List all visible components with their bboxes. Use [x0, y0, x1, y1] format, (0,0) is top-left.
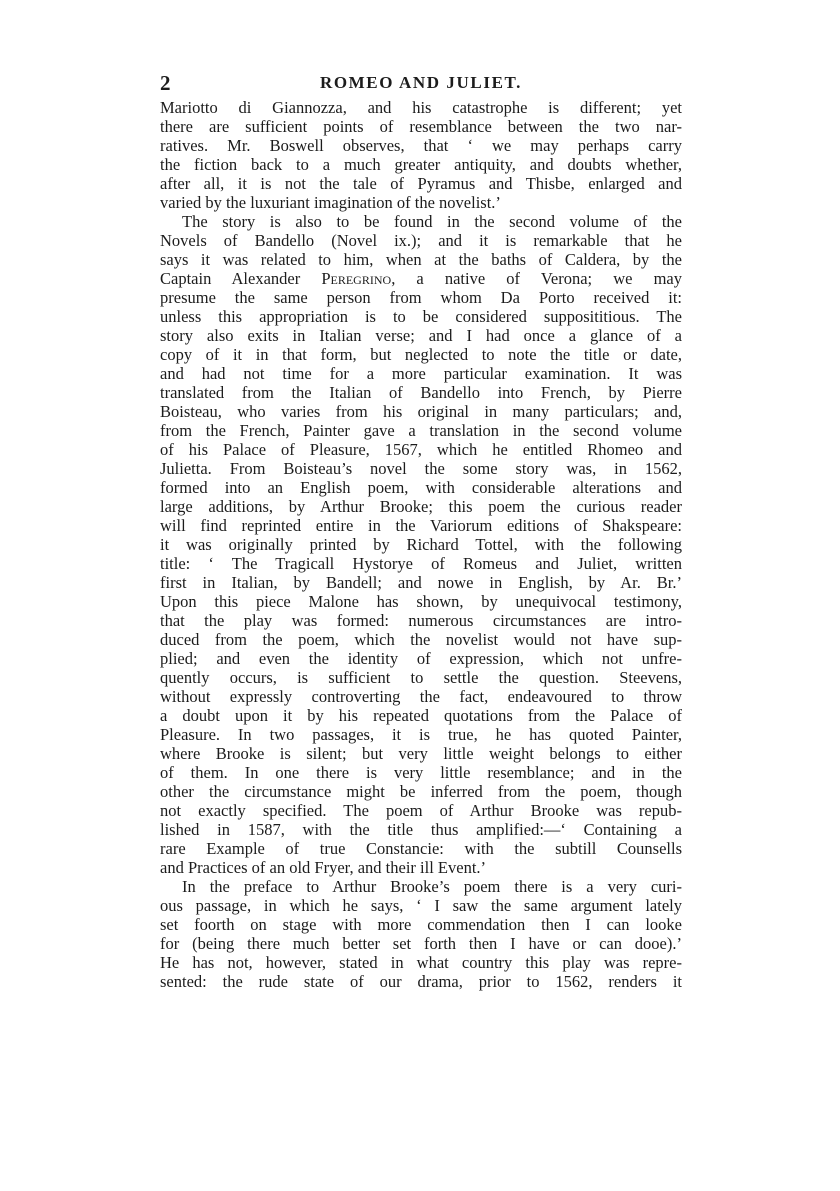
text-line: unless this appropriation is to be considered supposititious. The — [160, 307, 682, 326]
text-line: for (being there much better set forth then I have or can dooe).’ — [160, 934, 682, 953]
text-line: In the preface to Arthur Brooke’s poem there is a very curi- — [182, 877, 682, 896]
text-line: and had not time for a more particular examination. It was — [160, 364, 682, 383]
text-line: rare Example of true Constancie: with the subtill Counsells — [160, 839, 682, 858]
text-line: lished in 1587, with the title thus amplified:—‘ Containing a — [160, 820, 682, 839]
body-text — [160, 98, 682, 991]
text-line: sented: the rude state of our drama, prior to 1562, renders it — [160, 972, 682, 991]
text-line: says it was related to him, when at the baths of Caldera, by the — [160, 250, 682, 269]
page-number: 2 — [160, 71, 171, 95]
text-line: presume the same person from whom Da Porto received it: — [160, 288, 682, 307]
text-line: without expressly controverting the fact, endeavoured to throw — [160, 687, 682, 706]
smallcaps-name: Peregrino — [321, 269, 392, 288]
text-line: He has not, however, stated in what country this play was repre- — [160, 953, 682, 972]
text-line: copy of it in that form, but neglected to note the title or date, — [160, 345, 682, 364]
paragraph — [160, 98, 682, 212]
text-line: first in Italian, by Bandell; and nowe in English, by Ar. Br.’ — [160, 573, 682, 592]
paragraph — [160, 212, 682, 877]
text-line: Mariotto di Giannozza, and his catastrophe is different; yet — [160, 98, 682, 117]
text-line: Julietta. From Boisteau’s novel the some story was, in 1562, — [160, 459, 682, 478]
text-line: from the French, Painter gave a translation in the second volume — [160, 421, 682, 440]
text-line: that the play was formed: numerous circumstances are intro- — [160, 611, 682, 630]
text-line: of his Palace of Pleasure, 1567, which he entitled Rhomeo and — [160, 440, 682, 459]
text-line: title: ‘ The Tragicall Hystorye of Romeus and Juliet, written — [160, 554, 682, 573]
text-line: Novels of Bandello (Novel ix.); and it is remarkable that he — [160, 231, 682, 250]
text-line: after all, it is not the tale of Pyramus and Thisbe, enlarged and — [160, 174, 682, 193]
text-line: ous passage, in which he says, ‘ I saw the same argument lately — [160, 896, 682, 915]
text-line: The story is also to be found in the second volume of the — [182, 212, 682, 231]
running-title: ROMEO AND JULIET. — [319, 73, 523, 92]
text-line: duced from the poem, which the novelist would not have sup- — [160, 630, 682, 649]
text-line: of them. In one there is very little resemblance; and in the — [160, 763, 682, 782]
text-line: ratives. Mr. Boswell observes, that ‘ we may perhaps carry — [160, 136, 682, 155]
text-line: Pleasure. In two passages, it is true, he has quoted Painter, — [160, 725, 682, 744]
text-line: plied; and even the identity of expression, which not unfre- — [160, 649, 682, 668]
text-line: the fiction back to a much greater antiquity, and doubts whether, — [160, 155, 682, 174]
text-line: not exactly specified. The poem of Arthur Brooke was repub- — [160, 801, 682, 820]
text-line: Upon this piece Malone has shown, by unequivocal testimony, — [160, 592, 682, 611]
text-line: Captain Alexander Peregrino, a native of Verona; we may — [160, 269, 682, 288]
text-line: it was originally printed by Richard Tottel, with the following — [160, 535, 682, 554]
text-line: formed into an English poem, with considerable alterations and — [160, 478, 682, 497]
book-page — [160, 70, 682, 991]
paragraph — [160, 877, 682, 991]
text-line: translated from the Italian of Bandello into French, by Pierre — [160, 383, 682, 402]
text-line: Boisteau, who varies from his original in many particulars; and, — [160, 402, 682, 421]
text-line: varied by the luxuriant imagination of the novelist.’ — [160, 193, 501, 212]
text-line: story also exits in Italian verse; and I had once a glance of a — [160, 326, 682, 345]
text-line: and Practices of an old Fryer, and their ill Event.’ — [160, 858, 487, 877]
text-line: quently occurs, is sufficient to settle the question. Steevens, — [160, 668, 682, 687]
text-line: other the circumstance might be inferred from the poem, though — [160, 782, 682, 801]
text-line: set foorth on stage with more commendation then I can looke — [160, 915, 682, 934]
text-line: a doubt upon it by his repeated quotations from the Palace of — [160, 706, 682, 725]
text-line: there are sufficient points of resemblance between the two nar- — [160, 117, 682, 136]
text-line: will find reprinted entire in the Variorum editions of Shakspeare: — [160, 516, 682, 535]
running-head — [160, 70, 682, 96]
text-line: large additions, by Arthur Brooke; this poem the curious reader — [160, 497, 682, 516]
text-line: where Brooke is silent; but very little weight belongs to either — [160, 744, 682, 763]
